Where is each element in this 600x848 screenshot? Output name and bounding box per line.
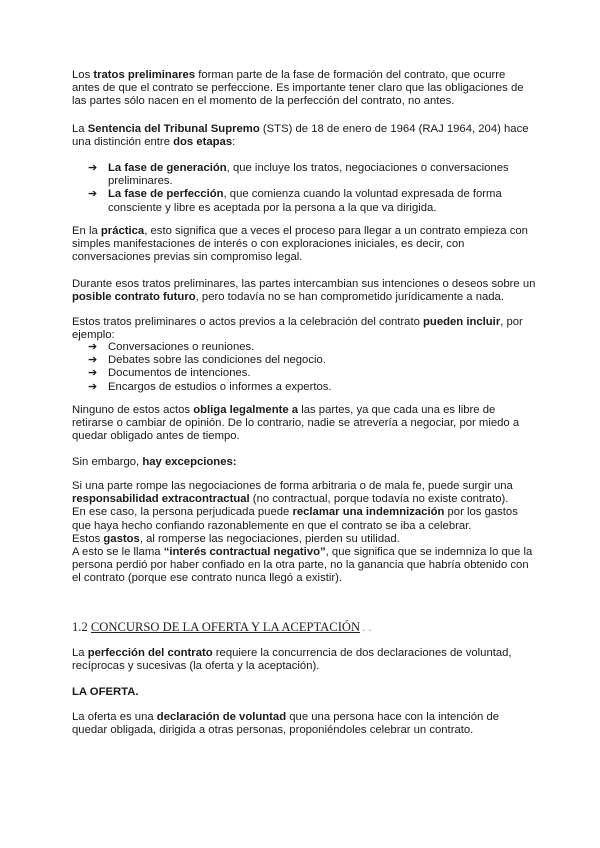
text: una distinción entre bbox=[72, 136, 174, 149]
text: Estos bbox=[72, 532, 104, 545]
text-line: antes de que el contrato se perfeccione. Es importante tener claro que las obligaciones de bbox=[72, 82, 524, 95]
text-line: Si una parte rompe las negociaciones de forma arbitraria o de mala fe, puede surgir una bbox=[72, 480, 513, 492]
paragraph-intercambio bbox=[72, 278, 536, 304]
subheading-la-oferta bbox=[72, 686, 532, 699]
arrow-bullet-icon: ➔ bbox=[88, 188, 98, 201]
text: , que significa que se indemniza lo que la bbox=[325, 546, 533, 559]
text: , que comienza cuando la voluntad expresada de forma bbox=[223, 188, 502, 201]
text: Ninguno de estos actos bbox=[72, 404, 194, 416]
bold-term: dos etapas bbox=[173, 136, 233, 149]
text: (STS) de 18 de enero de 1964 (RAJ 1964, 204) hace bbox=[259, 123, 529, 135]
text: En la bbox=[72, 225, 101, 237]
text: (no contractual, porque todavía no existe contrato). bbox=[249, 493, 509, 506]
paragraph-practica bbox=[72, 225, 532, 265]
text: , que incluye los tratos, negociaciones o conversaciones bbox=[226, 162, 509, 174]
text: Los bbox=[72, 69, 94, 81]
section-number: 1.2 bbox=[72, 620, 91, 634]
list-item: ➔ Encargos de estudios o informes a expertos. bbox=[88, 380, 332, 393]
bold-term: gastos bbox=[103, 532, 140, 545]
list-item: ➔ Conversaciones o reuniones. bbox=[88, 341, 255, 353]
arrow-bullet-icon: ➔ bbox=[88, 162, 98, 174]
text: A esto se le llama bbox=[72, 546, 164, 559]
text-line: que haya hecho confiando razonablemente en que el contrato se iba a celebrar. bbox=[72, 519, 472, 532]
text: por los gastos bbox=[444, 506, 518, 519]
bold-term: Sentencia del Tribunal Supremo bbox=[87, 123, 260, 135]
bold-term: responsabilidad extracontractual bbox=[72, 493, 250, 506]
subheading-text: LA OFERTA. bbox=[72, 686, 139, 698]
bold-term: posible contrato futuro bbox=[72, 291, 196, 304]
text: En ese caso, la persona perjudicada puede bbox=[72, 506, 293, 519]
heading-dots: . . bbox=[362, 620, 372, 634]
text-line: el contrato (porque ese contrato nunca llegó a existir). bbox=[72, 572, 343, 585]
text: : bbox=[232, 136, 236, 149]
bold-term: obliga legalmente a bbox=[193, 404, 299, 416]
bold-term: perfección del contrato bbox=[87, 647, 213, 659]
arrow-bullet-icon: ➔ bbox=[88, 341, 98, 353]
paragraph-tratos-preliminares bbox=[72, 69, 532, 109]
bold-term: reclamar una indemnización bbox=[292, 506, 445, 519]
bold-term: tratos preliminares bbox=[93, 69, 196, 81]
paragraph-oferta bbox=[72, 711, 532, 737]
text: Sin embargo, bbox=[72, 456, 143, 468]
text-line: recíprocas y sucesivas (la oferta y la aceptación). bbox=[72, 660, 320, 673]
text: , por bbox=[500, 316, 523, 328]
text-line: preliminares. bbox=[108, 175, 173, 188]
text: forman parte de la fase de formación del contrato, que ocurre bbox=[195, 69, 506, 81]
text-line: conversaciones previas sin compromiso legal. bbox=[72, 251, 303, 264]
bold-term: declaración de voluntad bbox=[156, 711, 287, 723]
text-line: Durante esos tratos preliminares, las partes intercambian sus intenciones o deseos sobre un bbox=[72, 278, 536, 290]
list-item bbox=[72, 188, 532, 214]
bold-term: práctica bbox=[100, 225, 145, 237]
text: , al romperse las negociaciones, pierden su utilidad. bbox=[139, 532, 400, 545]
etapas-list bbox=[72, 162, 532, 215]
actos-list bbox=[72, 341, 532, 394]
list-item bbox=[72, 162, 532, 188]
arrow-bullet-icon: ➔ bbox=[88, 354, 98, 367]
text: La oferta es una bbox=[72, 711, 157, 723]
text: Estos tratos preliminares o actos previos a la celebración del contrato bbox=[72, 316, 424, 328]
text: las partes, ya que cada una es libre de bbox=[298, 404, 496, 416]
text: que una persona hace con la intención de bbox=[286, 711, 500, 723]
paragraph-obliga bbox=[72, 404, 532, 444]
bold-term: hay excepciones: bbox=[142, 456, 237, 468]
list-item: ➔ Debates sobre las condiciones del negocio. bbox=[88, 354, 326, 367]
bold-term: pueden incluir bbox=[423, 316, 501, 328]
paragraph-pueden-incluir bbox=[72, 316, 532, 342]
text-line: ejemplo: bbox=[72, 329, 115, 342]
text-line: consciente y libre es aceptada por la persona a la que va dirigida. bbox=[108, 201, 437, 214]
text-line: quedar obligado antes de tiempo. bbox=[72, 430, 240, 443]
text-line: las partes sólo nacen en el momento de la perfección del contrato, no antes. bbox=[72, 95, 455, 108]
text-line: quedar obligada, dirigida a otras personas, proponiéndoles celebrar un contrato. bbox=[72, 724, 474, 737]
text: requiere la concurrencia de dos declaraciones de voluntad, bbox=[212, 647, 512, 659]
text: , esto significa que a veces el proceso para llegar a un contrato empieza con bbox=[144, 225, 528, 237]
section-heading bbox=[72, 620, 532, 635]
section-title: CONCURSO DE LA OFERTA Y LA ACEPTACIÓN bbox=[90, 620, 361, 634]
text-line: retirarse o cambiar de opinión. De lo contrario, nadie se atrevería a negociar, por miedo a bbox=[72, 417, 520, 430]
paragraph-excepciones bbox=[72, 456, 532, 469]
bold-term: La fase de generación bbox=[108, 162, 227, 174]
list-item: ➔ Documentos de intenciones. bbox=[88, 367, 251, 380]
paragraph-responsabilidad bbox=[72, 480, 532, 586]
text-line: persona perdió por haber confiado en la otra parte, no la ganancia que habría obtenido con bbox=[72, 559, 529, 572]
bold-term: “interés contractual negativo” bbox=[163, 546, 326, 559]
text: La bbox=[72, 123, 88, 135]
arrow-bullet-icon: ➔ bbox=[88, 367, 98, 380]
bold-term: La fase de perfección bbox=[108, 188, 224, 201]
paragraph-perfeccion bbox=[72, 647, 532, 673]
text: , pero todavía no se han comprometido jurídicamente a nada. bbox=[195, 291, 504, 304]
text: La bbox=[72, 647, 88, 659]
paragraph-sentencia bbox=[72, 123, 532, 149]
text-line: simples manifestaciones de interés o con exploraciones iniciales, es decir, con bbox=[72, 238, 465, 251]
arrow-bullet-icon: ➔ bbox=[88, 380, 98, 393]
